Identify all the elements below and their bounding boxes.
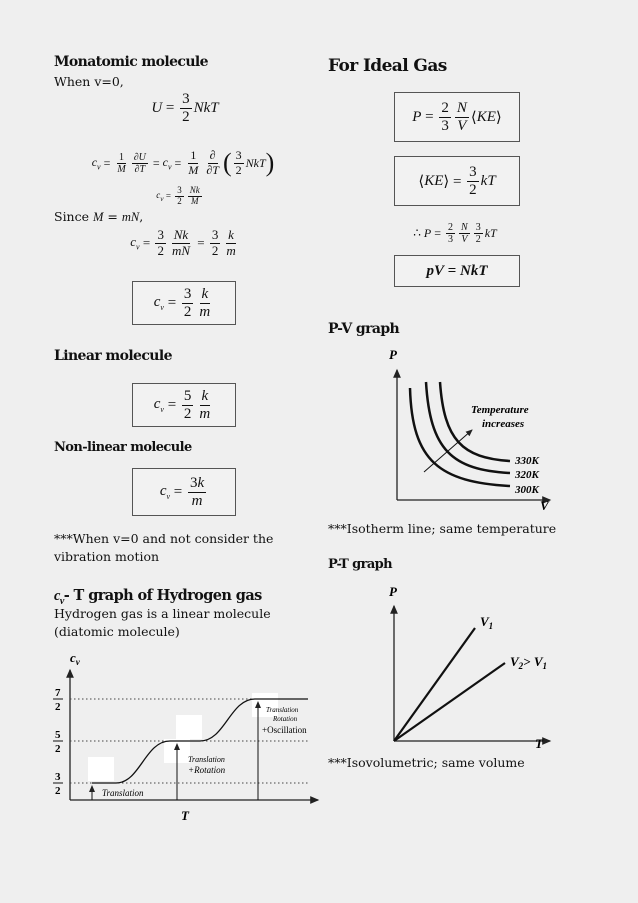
hydrogen-description: Hydrogen gas is a linear molecule (diatomic molecule): [54, 606, 271, 639]
monatomic-heading: Monatomic molecule: [54, 54, 208, 70]
level-5-den: 2: [55, 743, 61, 755]
pv-x-label: V: [540, 498, 549, 513]
nonlinear-heading: Non-linear molecule: [54, 440, 192, 455]
pv-graph-heading: P-V graph: [328, 321, 400, 337]
eq-internal-energy: U = $\frac{3}{2}$ NkT: [151, 91, 219, 125]
pt-x-label: T: [535, 736, 543, 751]
curve-label-320K: 320K: [515, 469, 539, 481]
stage2-label-b: +Rotation: [188, 765, 226, 775]
stage3-label-b: Rotation: [273, 715, 298, 723]
level-labels: [53, 687, 63, 797]
stage3-label-a: Translation: [266, 706, 299, 714]
box-cv-nonlinear: $c_v$ = $\frac{3k}{m}$: [132, 468, 236, 516]
monatomic-condition: When v=0,: [54, 74, 124, 89]
cv-t-graph: [40, 645, 330, 830]
cv-x-label: T: [181, 808, 189, 823]
stage1-label: Translation: [102, 788, 144, 798]
ideal-gas-heading: For Ideal Gas: [328, 56, 447, 76]
cv-y-label: $c_v$: [70, 650, 80, 667]
stage2-label-a: Translation: [188, 755, 225, 764]
temperature-arrow: [424, 430, 472, 472]
line-v2: [394, 663, 505, 741]
curve-label-300K: 300K: [515, 484, 539, 496]
eq-therefore-p: ∴ P = $\frac{2}{3}$ $\frac{N}{V}$ $\frac{3}{2}$ kT: [413, 221, 497, 245]
pv-y-label: P: [389, 347, 397, 362]
line-v2-label: $V_2> V_1$: [510, 654, 548, 671]
stage3-label-c: +Oscillation: [262, 725, 307, 735]
box-cv-linear: $c_v$ = $\frac{5}{2}$ $\frac{k}{m}$: [132, 383, 236, 427]
line-v1: [394, 628, 475, 741]
isotherm-note: ***Isotherm line; same temperature: [328, 521, 557, 536]
level-5-num: 5: [55, 729, 61, 741]
highlight-1: [88, 757, 114, 781]
level-3-num: 3: [55, 771, 61, 783]
pv-graph: [380, 340, 570, 520]
line-v1-label: $V_1$: [480, 614, 494, 631]
temperature-label-1: Temperature: [471, 404, 529, 416]
pt-graph-heading: P-T graph: [328, 557, 393, 572]
eq-cv-substituted: $c_v$ = $\frac{3}{2}$ $\frac{Nk}{mN}$ = $\frac{3}{2}$ $\frac{k}{m}$: [130, 227, 236, 258]
pt-y-label: P: [389, 584, 397, 599]
highlight-3: [176, 715, 202, 739]
box-pressure-ke: P = $\frac{2}{3}$ $\frac{N}{V}$ ⟨ KE ⟩: [394, 92, 520, 142]
level-7-den: 2: [55, 701, 61, 713]
cv-graph-heading-text: - T graph of Hydrogen gas: [63, 587, 262, 604]
isovolumetric-note: ***Isovolumetric; same volume: [328, 755, 525, 770]
eq-cv-derivative: $c_v$ = $\frac{1}{M}$ $\frac{\partial U}{\partial T}$ = $c_v$ = $\frac{1}{M}$ $\frac{\partial}{\partial T}$ ( $\frac{3}{2}$ NkT ): [91, 148, 275, 177]
box-cv-monatomic: $c_v$ = $\frac{3}{2}$ $\frac{k}{m}$: [132, 281, 236, 325]
since-label: Since: [54, 209, 90, 224]
pt-graph: [380, 578, 580, 753]
temperature-label-2: increases: [482, 418, 525, 430]
vibration-note: ***When v=0 and not consider the vibration motion: [54, 531, 274, 564]
cv-graph-heading: $c_v-$ T graph of Hydrogen gas: [54, 587, 262, 607]
curve-label-330K: 330K: [515, 455, 539, 467]
box-ideal-gas-law: pV = NkT: [394, 255, 520, 287]
eq-cv-nk-m: $c_v$ = $\frac{3}{2}$ $\frac{Nk}{M}$: [156, 184, 200, 206]
box-kinetic-energy: ⟨ KE ⟩ = $\frac{3}{2}$ kT: [394, 156, 520, 206]
level-3-den: 2: [55, 785, 61, 797]
level-7-num: 7: [55, 687, 61, 699]
linear-heading: Linear molecule: [54, 348, 172, 364]
since-line: Since M = mN,: [54, 209, 144, 224]
